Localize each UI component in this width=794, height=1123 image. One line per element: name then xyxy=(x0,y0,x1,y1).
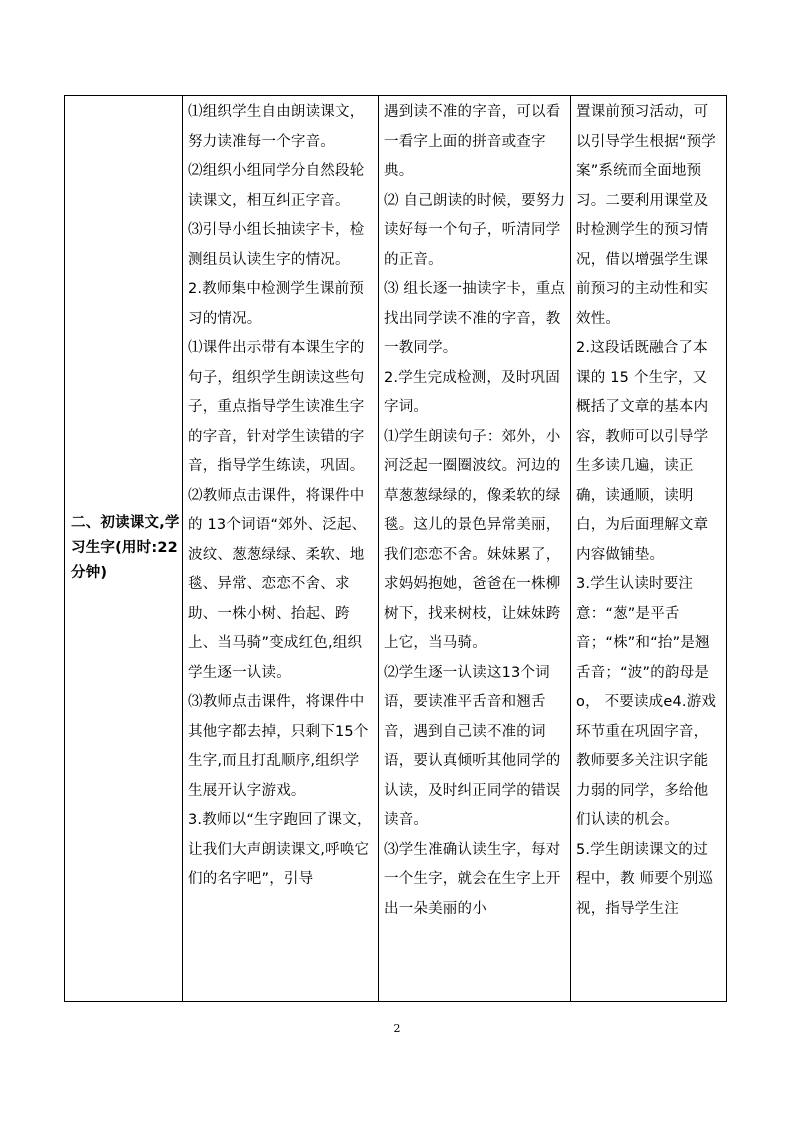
student-paragraph: ⑴学生朗读句子：郊外，小河泛起一圈圈波纹。河边的草葱葱绿绿的，像柔软的绿毯。这儿的景色异常美丽，我们恋恋不舍。妹妹累了，求妈妈抱她，爸爸在一株柳树下，找来树枝，让妹妹跨上它，当马骑。 xyxy=(384,428,561,651)
design-intent-content xyxy=(571,96,726,1001)
student-paragraph: 遇到读不准的字音，可以看一看字上面的拼音或查字典。 xyxy=(384,104,561,179)
student-paragraph: ⑵学生逐一认读这13个词语，要读准平舌音和翘舌音，遇到自己读不准的词语，要认真倾听其他同学的认读，及时纠正同学的错误读音。 xyxy=(384,664,561,828)
teacher-paragraph: ⑴组织学生自由朗读课文，努力读准每一个字音。 xyxy=(188,104,365,150)
teacher-paragraph: 3.教师以“生字跑回了课文，让我们大声朗读课文,呼唤它们的名字吧”，引导 xyxy=(188,812,372,887)
student-paragraph: ⑶学生准确认读生字，每对一个生字，就会在生字上开出一朵美丽的小 xyxy=(384,841,561,917)
design-intent-cell xyxy=(571,96,727,1002)
teacher-activity-content xyxy=(183,96,378,1001)
intent-paragraph: 置课前预习活动，可以引导学生根据“预学案”系统而全面地预习。二要利用课堂及时检测学生的预习情况，借以增强学生课前预习的主动性和实效性。 xyxy=(576,104,717,327)
page-number: 2 xyxy=(393,1022,401,1035)
stage-label: 二、初读课文,学习生字(用时:22分钟) xyxy=(71,515,180,581)
stage-cell xyxy=(65,96,183,1002)
teacher-paragraph: ⑵教师点击课件，将课件中的 13个词语“郊外、泛起、波纹、葱葱绿绿、柔软、地毯、异常、恋恋不舍、求助、一株小树、抬起、跨上、当马骑”变成红色,组织学生逐一认读。 xyxy=(188,487,367,681)
teacher-paragraph: ⑶教师点击课件，将课件中其他字都去掉，只剩下15个生字,而且打乱顺序,组织学生展开认字游戏。 xyxy=(188,694,369,799)
student-paragraph: ⑵ 自己朗读的时候，要努力读好每一个句子，听清同学的正音。 xyxy=(384,192,566,268)
teacher-paragraph: ⑵组织小组同学分自然段轮 读课文，相互纠正字音。 xyxy=(188,163,365,209)
lesson-plan-table xyxy=(64,95,727,1002)
intent-paragraph: 2.这段话既融合了本课的 15 个生字，又概括了文章的基本内容，教师可以引导学生多读几遍，读正确，读通顺，读明白，为后面理解文章内容做铺垫。 xyxy=(576,340,709,563)
intent-paragraph: 3.学生认读时要注意：“葱”是平舌音；“株”和“抬”是翘舌音；“波”的韵母是o， 不要读成e4.游戏环节重在巩固字音，教师要多关注识字能力弱的同学，多给他们认读的机会。 xyxy=(576,576,717,828)
teacher-paragraph: 2.教师集中检测学生课前预习的情况。 xyxy=(188,281,364,327)
teacher-paragraph: ⑴课件出示带有本课生字的句子，组织学生朗读这些句子，重点指导学生读准生字的字音，针对学生读错的字音，指导学生练读，巩固。 xyxy=(188,340,365,474)
table-row xyxy=(65,96,727,1002)
student-paragraph: ⑶ 组长逐一抽读字卡，重点找出同学读不准的字音，教一教同学。 xyxy=(384,281,566,356)
teacher-activity-cell xyxy=(183,96,379,1002)
student-activity-content xyxy=(379,96,570,1001)
student-activity-cell xyxy=(379,96,571,1002)
teacher-paragraph: ⑶引导小组长抽读字卡，检测组员认读生字的情况。 xyxy=(188,222,365,268)
student-paragraph: 2.学生完成检测，及时巩固字词。 xyxy=(384,369,560,415)
intent-paragraph: 5.学生朗读课文的过程中，教 师要个别巡视，指导学生注 xyxy=(576,841,714,917)
